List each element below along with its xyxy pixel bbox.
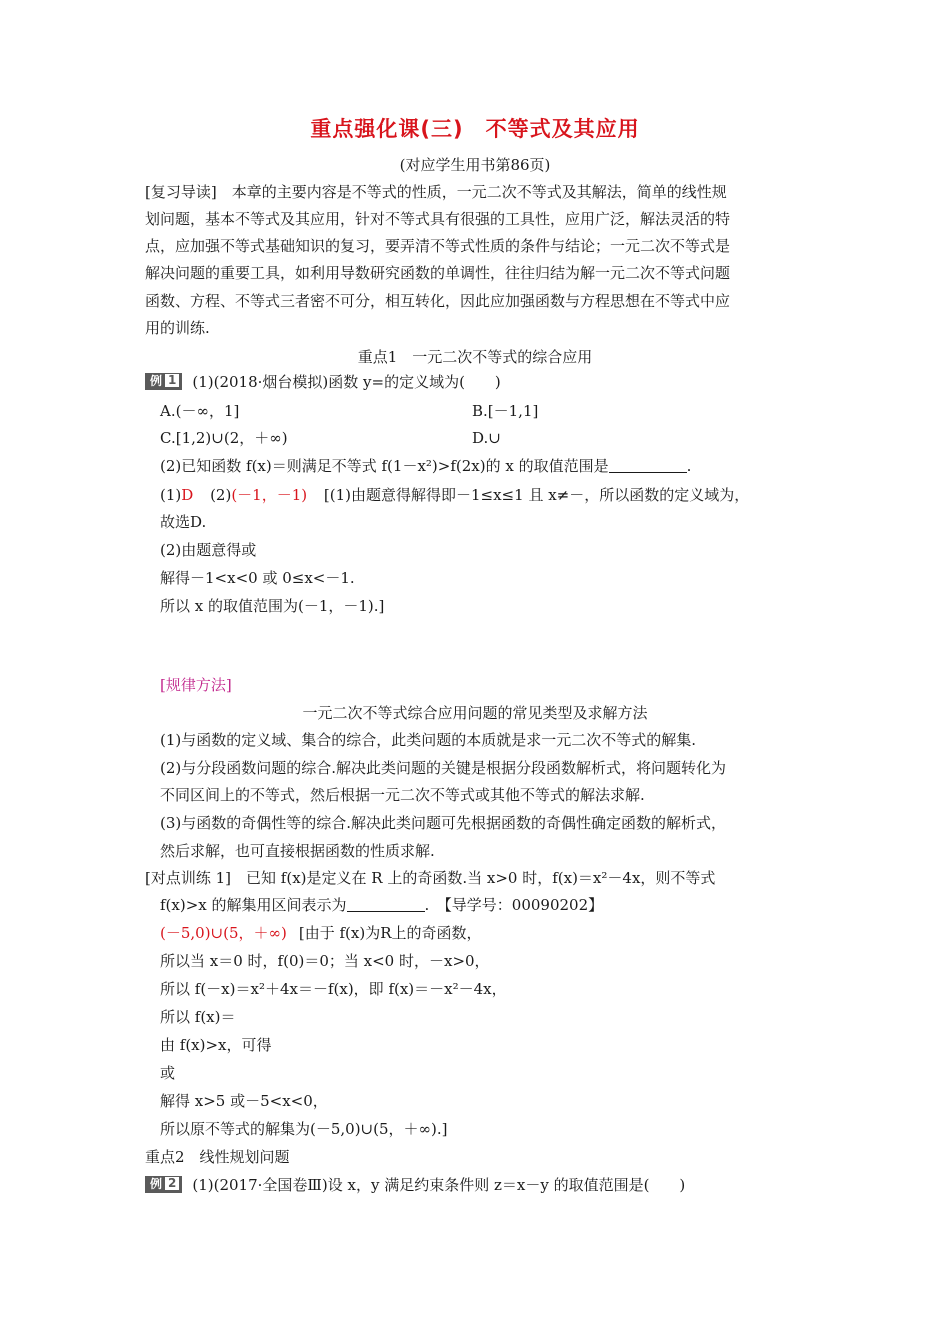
- solution-line: (2)由题意得或: [160, 541, 257, 559]
- practice1-line: f(x)>x 的解集用区间表示为 . 【导学号：00090202】: [160, 896, 604, 914]
- solution-line: 所以 x 的取值范围为(－1，－1).]: [160, 597, 385, 615]
- solution-line: 所以原不等式的解集为(－5,0)∪(5，＋∞).]: [160, 1120, 448, 1138]
- solution-line: 解得 x>5 或－5<x<0，: [160, 1092, 328, 1110]
- example1-answer: (1)D (2)(－1，－1) [(1)由题意得解得即－1≤x≤1 且 x≠－，所以函数的定义域为，: [160, 486, 750, 504]
- section1-heading: 重点1 一元二次不等式的综合应用: [357, 348, 593, 366]
- solution-line: 由 f(x)>x，可得: [160, 1036, 272, 1054]
- method-line: 然后求解，也可直接根据函数的性质求解.: [160, 842, 435, 860]
- option-b: B.[－1,1]: [472, 402, 539, 420]
- option-a: A.(－∞，1]: [160, 402, 240, 420]
- answer-blank: [347, 897, 425, 912]
- method-line: (1)与函数的定义域、集合的综合，此类问题的本质就是求一元二次不等式的解集.: [160, 731, 697, 749]
- option-c: C.[1,2)∪(2，＋∞): [160, 429, 288, 447]
- solution-line: 或: [160, 1064, 176, 1082]
- method-label: [规律方法]: [160, 676, 232, 694]
- intro-line: [复习导读] 本章的主要内容是不等式的性质，一元二次不等式及其解法，简单的线性规: [145, 183, 727, 201]
- intro-line: 划问题，基本不等式及其应用，针对不等式具有很强的工具性，应用广泛，解法灵活的特: [145, 210, 731, 228]
- intro-line: 点，应加强不等式基础知识的复习，要弄清不等式性质的条件与结论；一元二次不等式是: [145, 237, 731, 255]
- method-line: (2)与分段函数问题的综合.解决此类问题的关键是根据分段函数解析式，将问题转化为: [160, 759, 727, 777]
- solution-line: 所以 f(－x)＝x²＋4x＝－f(x)，即 f(x)＝－x²－4x，: [160, 980, 507, 998]
- example-badge: 例 2: [145, 1176, 182, 1193]
- practice1-answer: (－5,0)∪(5，＋∞) [由于 f(x)为R上的奇函数，: [160, 924, 482, 942]
- page-subtitle: (对应学生用书第86页): [399, 156, 551, 174]
- answer-value: (－5,0)∪(5，＋∞): [160, 924, 287, 942]
- method-line: 不同区间上的不等式，然后根据一元二次不等式或其他不等式的解法求解.: [160, 786, 645, 804]
- method-line: (3)与函数的奇偶性等的综合.解决此类问题可先根据函数的奇偶性确定函数的解析式，: [160, 814, 727, 832]
- solution-line: 所以 f(x)＝: [160, 1008, 236, 1026]
- method-heading: 一元二次不等式综合应用问题的常见类型及求解方法: [302, 704, 648, 722]
- intro-line: 函数、方程、不等式三者密不可分，相互转化，因此应加强函数与方程思想在不等式中应: [145, 292, 731, 310]
- page-title: 重点强化课(三) 不等式及其应用: [310, 117, 640, 141]
- example2-question-1: 例 2 (1)(2017·全国卷Ⅲ)设 x，y 满足约束条件则 z＝x－y 的取值范围是( ): [145, 1174, 685, 1196]
- example-badge: 例 1: [145, 373, 182, 390]
- intro-line: 用的训练.: [145, 319, 210, 337]
- example1-question-1: 例 1 (1)(2018·烟台模拟)函数 y=的定义域为( ): [145, 371, 501, 393]
- answer-value: D: [181, 486, 194, 504]
- example1-question-2: (2)已知函数 f(x)＝则满足不等式 f(1－x²)>f(2x)的 x 的取值范围是 .: [160, 457, 692, 475]
- practice1-line: [对点训练 1] 已知 f(x)是定义在 R 上的奇函数.当 x>0 时，f(x)＝x²－4x，则不等式: [145, 869, 716, 887]
- section2-heading: 重点2 线性规划问题: [145, 1148, 290, 1166]
- option-d: D.∪: [472, 429, 501, 447]
- answer-value: (－1，－1): [231, 486, 308, 504]
- solution-line: 故选D.: [160, 513, 207, 531]
- solution-line: 解得－1<x<0 或 0≤x<－1.: [160, 569, 355, 587]
- solution-line: 所以当 x＝0 时，f(0)＝0；当 x<0 时，－x>0，: [160, 952, 490, 970]
- intro-line: 解决问题的重要工具，如利用导数研究函数的单调性，往往归结为解一元二次不等式问题: [145, 264, 731, 282]
- answer-blank: [609, 458, 687, 473]
